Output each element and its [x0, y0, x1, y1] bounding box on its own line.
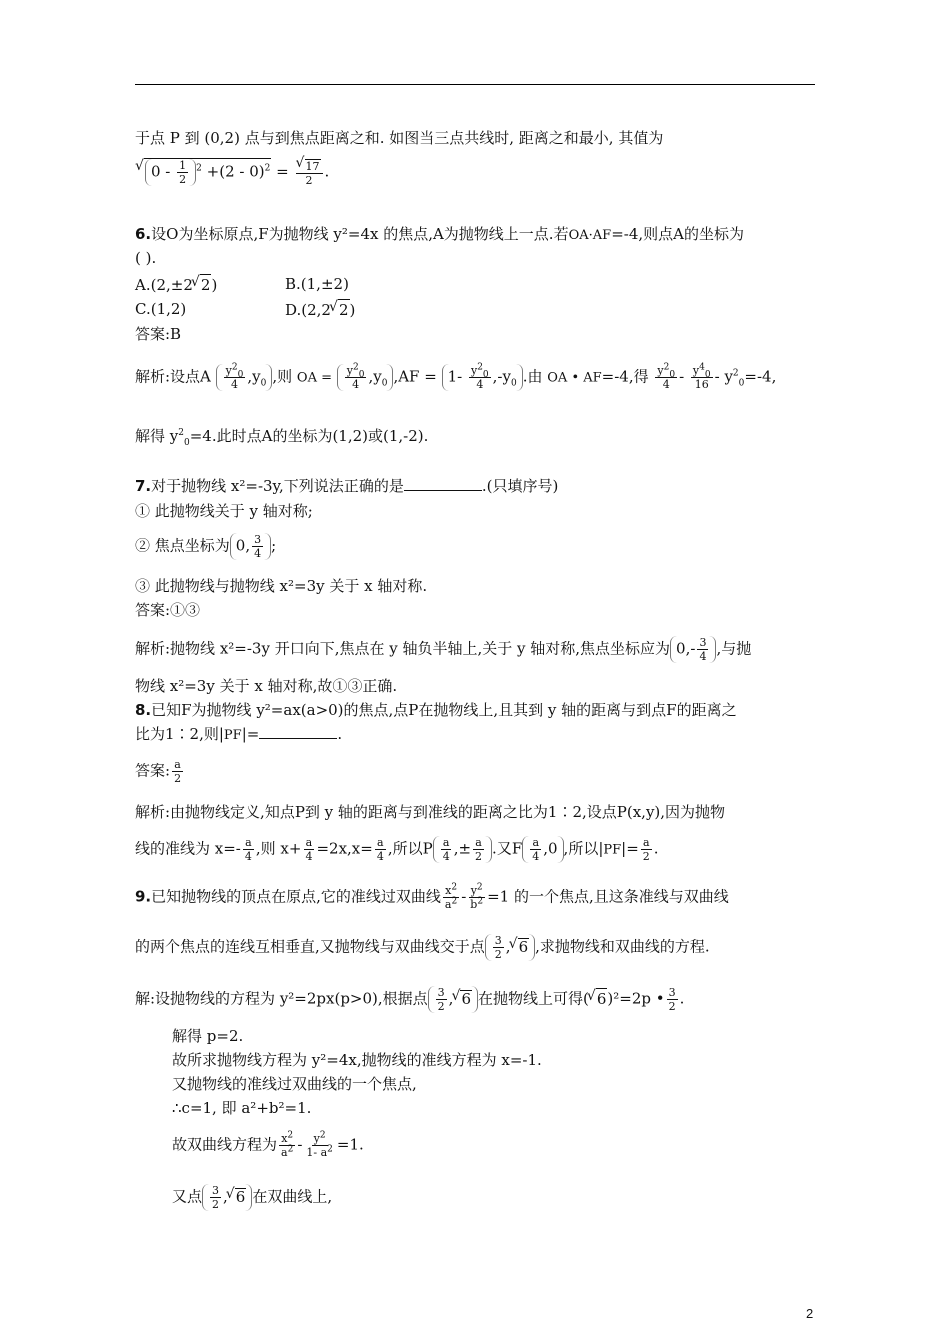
page-number: 2 — [806, 1306, 814, 1321]
q9-solution-2: 解得 p=2. — [172, 1027, 244, 1045]
q8-analysis-2: 线的准线为 x=- $\frac{a}{4}$ ,则 x+ $\frac{a}{4}$ =2x,x= $\frac{a}{4}$ ,所以P $\frac{a}{4}$ ,± $\frac{a}{2}$ .又F $\frac{a}{4}$ ,0 ,所以|PF|= $\frac{a}{2}$ . — [135, 836, 659, 863]
q9-solution-1: 解:设抛物线的方程为 y²=2px(p>0),根据点 $\frac{3}{2}$ ,√ 6 在抛物线上可得(√ 6)²=2p • $\frac{3}{2}$ . — [135, 986, 684, 1013]
q7-analysis: 解析:抛物线 x²=-3y 开口向下,焦点在 y 轴负半轴上,关于 y 轴对称,焦点坐标应为 0,- $\frac{3}{4}$ ,与抛 — [135, 636, 752, 663]
q7-item-1: ① 此抛物线关于 y 轴对称; — [135, 502, 313, 520]
distance-formula: √ 0 - $\frac{1}{2}$ $^2$ +(2 - 0)$^2$ = √ $\frac{17}{2}$ . — [135, 158, 329, 187]
q7-item-2: ② 焦点坐标为 0, $\frac{3}{4}$ ; — [135, 533, 277, 560]
q8-answer-blank[interactable] — [259, 724, 337, 739]
question-8-cont: 比为1∶2,则|PF|= . — [135, 725, 343, 743]
q8-analysis: 解析:由抛物线定义,知点P到 y 轴的距离与到准线的距离之比为1∶2,设点P(x,y),因为抛物 — [135, 803, 726, 821]
q6-answer: 答案:B — [135, 325, 182, 343]
q6-option-a[interactable]: A.(2,±2√ 2) — [135, 274, 217, 295]
header-rule — [135, 84, 815, 85]
question-9-cont: 的两个焦点的连线互相垂直,又抛物线与双曲线交于点 $\frac{3}{2}$ ,√ 6 ,求抛物线和双曲线的方程. — [135, 934, 710, 961]
q9-solution-5: ∴c=1, 即 a²+b²=1. — [172, 1099, 312, 1117]
q7-answer-blank[interactable] — [404, 476, 482, 491]
q9-solution-7: 又点 $\frac{3}{2}$ ,√ 6 在双曲线上, — [172, 1184, 332, 1211]
question-9: 9.已知抛物线的顶点在原点,它的准线过双曲线 $\frac{x^2}{a^2}$ - $\frac{y^2}{b^2}$ =1 的一个焦点,且这条准线与双曲线 — [135, 882, 729, 911]
q9-solution-4: 又抛物线的准线过双曲线的一个焦点, — [172, 1075, 417, 1093]
question-6: 6.设O为坐标原点,F为抛物线 y²=4x 的焦点,A为抛物线上一点.若OA·AF=-4,则点A的坐标为 — [135, 225, 744, 243]
q7-answer: 答案:①③ — [135, 601, 201, 619]
q7-analysis-2: 物线 x²=3y 关于 x 轴对称,故①③正确. — [135, 677, 398, 695]
q6-option-c[interactable]: C.(1,2) — [135, 300, 187, 318]
q6-solve: 解得 $y^2_0=4$.此时点A的坐标为(1,2)或(1,-2). — [135, 427, 429, 448]
q8-answer: 答案: $\frac{a}{2}$ — [135, 758, 182, 785]
q9-solution-6: 故双曲线方程为 $\frac{x^2}{a^2}$ - $\frac{y^2}{1- a^2}$ =1. — [172, 1130, 364, 1159]
q7-item-3: ③ 此抛物线与抛物线 x²=3y 关于 x 轴对称. — [135, 577, 428, 595]
q6-option-b[interactable]: B.(1,±2) — [285, 275, 349, 293]
q9-solution-3: 故所求抛物线方程为 y²=4x,抛物线的准线方程为 x=-1. — [172, 1051, 542, 1069]
question-7: 7.对于抛物线 x²=-3y,下列说法正确的是 .(只填序号) — [135, 477, 559, 495]
q6-option-d[interactable]: D.(2,2√ 2) — [285, 299, 355, 320]
continuation-text: 于点 P 到 (0,2) 点与到焦点距离之和. 如图当三点共线时, 距离之和最小, 其值为 — [135, 129, 664, 147]
question-8: 8.已知F为抛物线 y²=ax(a>0)的焦点,点P在抛物线上,且其到 y 轴的距离与到点F的距离之 — [135, 701, 737, 719]
q6-analysis: 解析:设点A $\frac{y^2_0}{4}$ $,y_0$ ,则 OA = $\frac{y^2_0}{4}$ $,y_0$ ,AF = 1- $\frac{y^2_0}{4}$ $,-y_0$ .由 OA • AF=-4,得 $\frac{y^2_0}{4}$ - $\frac{y^4_0}{16}$ - $y^2_0=-4$, — [135, 362, 777, 391]
q6-paren: ( ). — [135, 249, 157, 267]
